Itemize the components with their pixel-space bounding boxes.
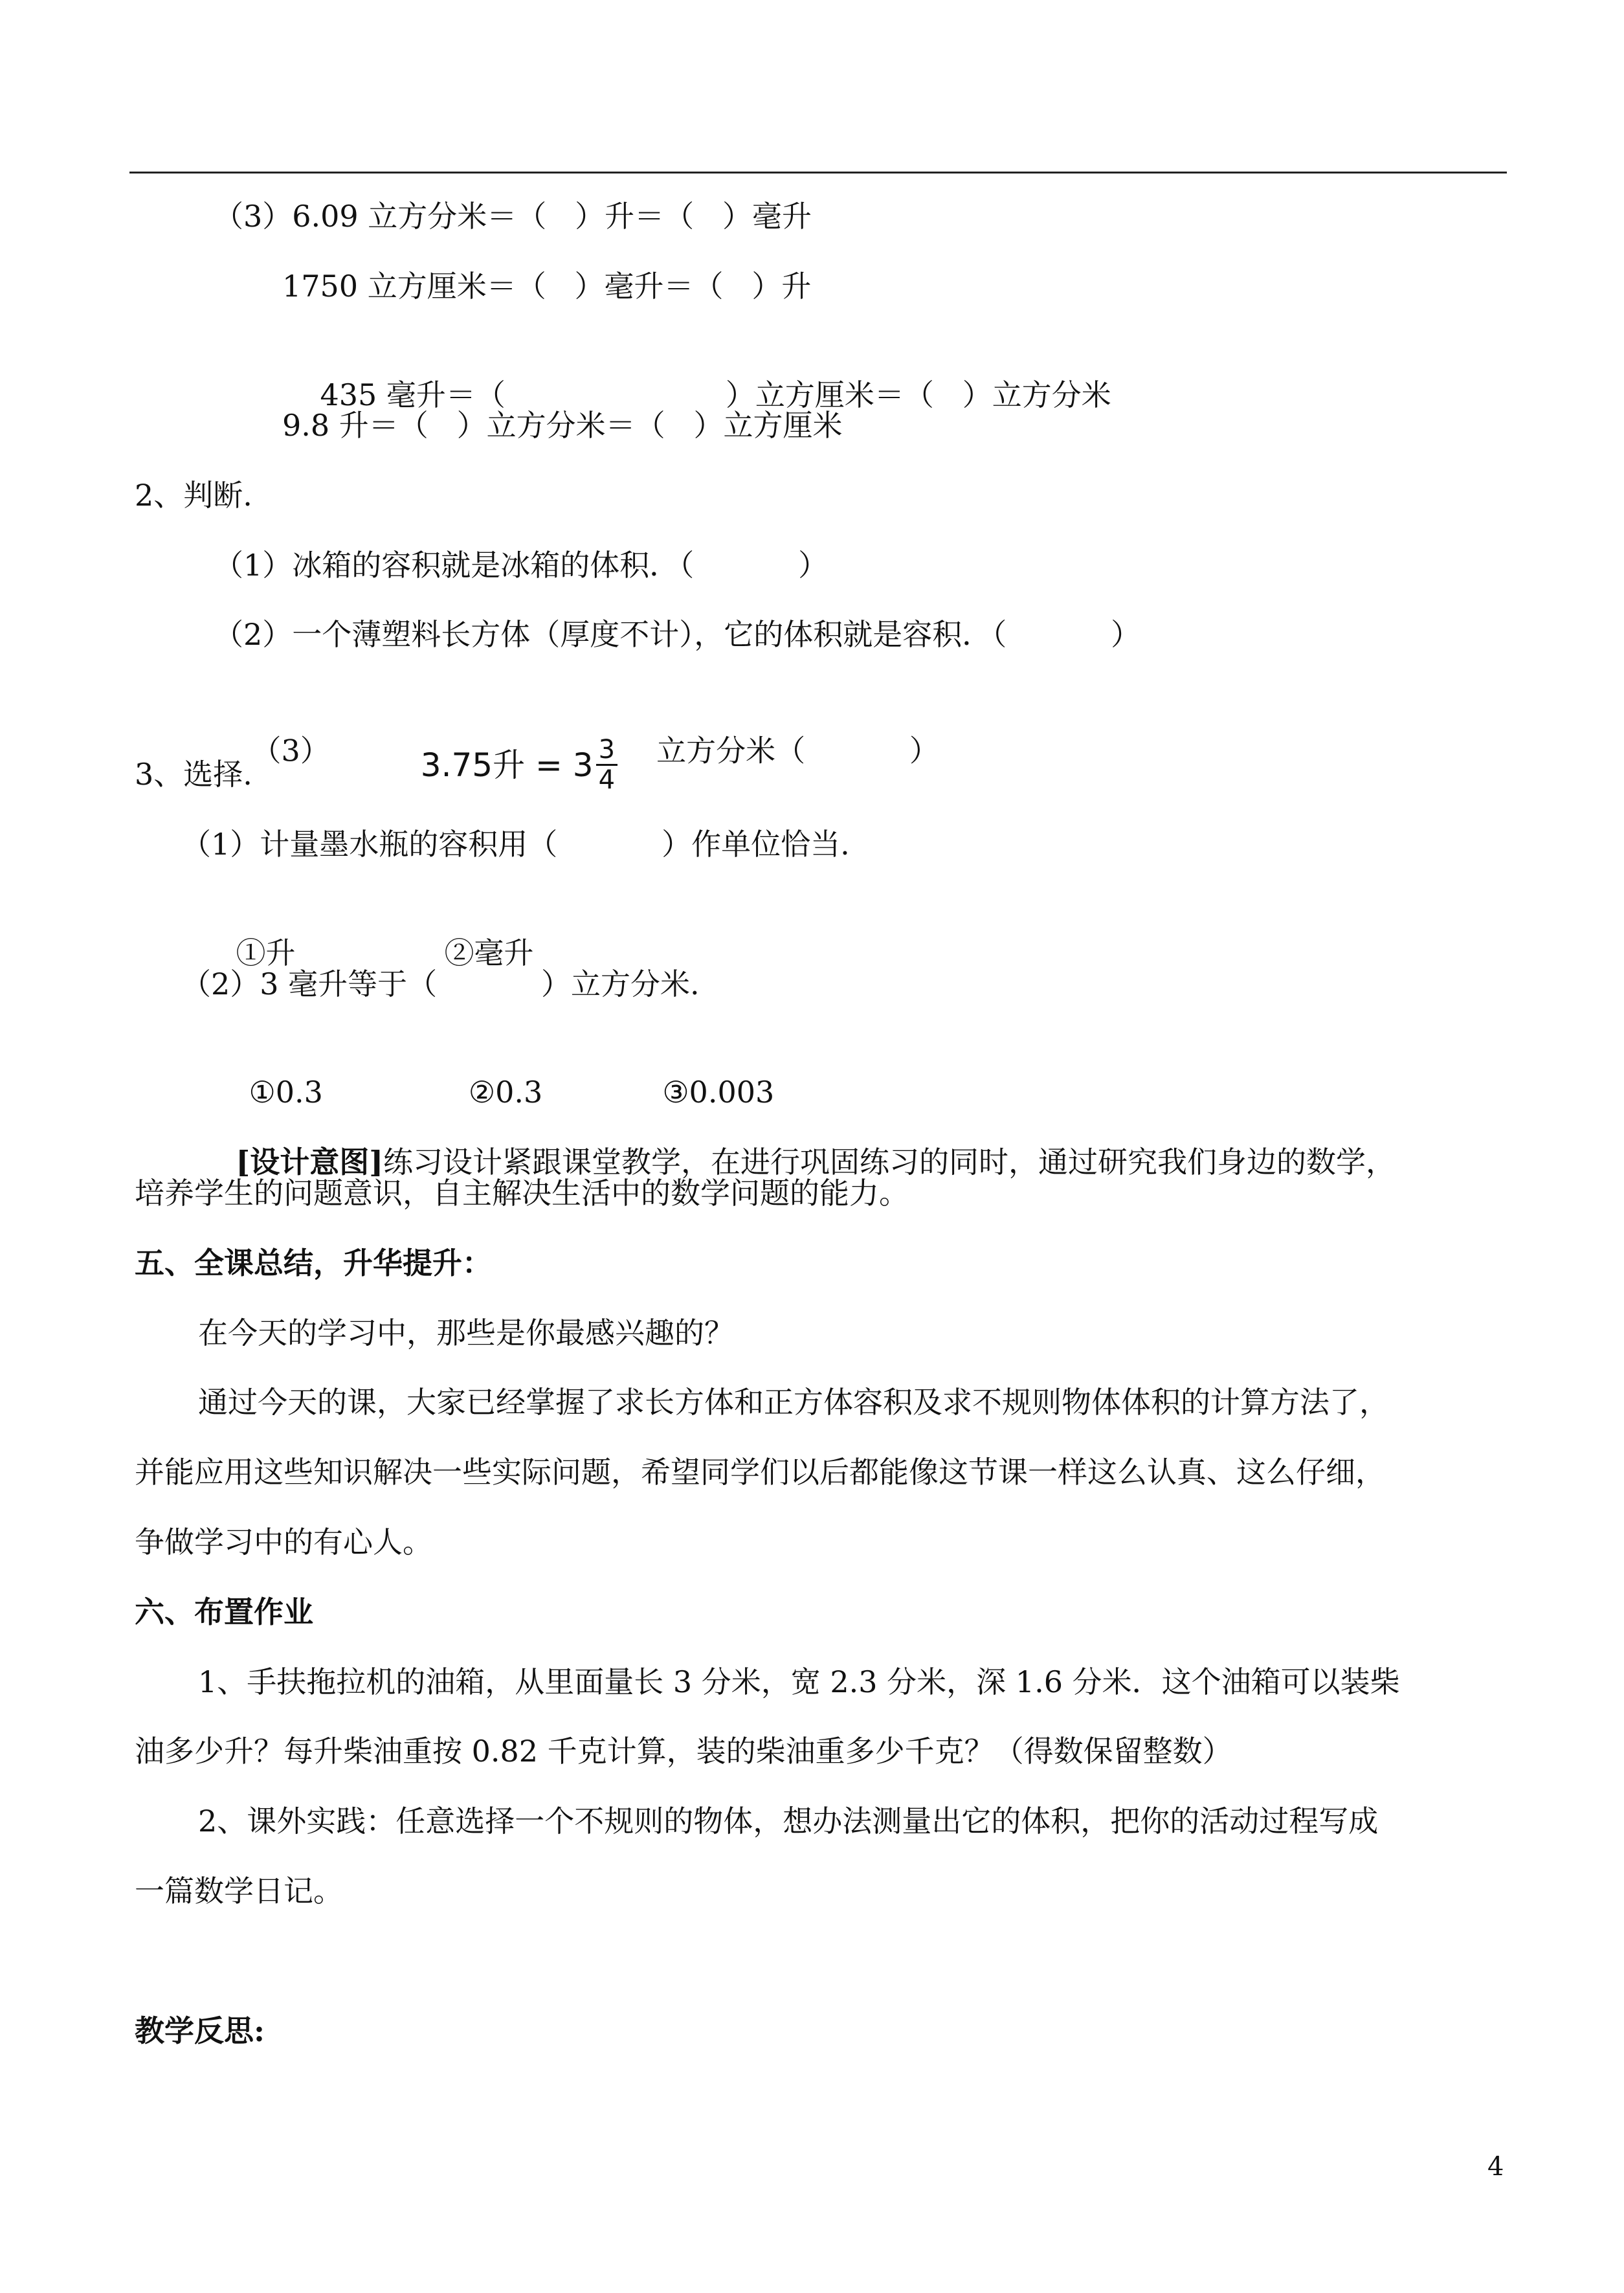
choice-title: 3、选择. <box>135 757 252 792</box>
choice-1-option-2: ②毫升 <box>444 935 534 970</box>
page-number: 4 <box>1487 2152 1504 2182</box>
section-6-heading: 六、布置作业 <box>135 1594 313 1629</box>
fill-line-2: 1750 立方厘米＝（ ）毫升＝（ ）升 <box>282 269 812 304</box>
summary-paragraph-2-line-3: 争做学习中的有心人。 <box>135 1525 432 1560</box>
design-intent-text: 练习设计紧跟课堂教学，在进行巩固练习的同时，通过研究我们身边的数学， <box>383 1145 1396 1180</box>
fill-line-4: 9.8 升＝（ ）立方分米＝（ ）立方厘米 <box>282 408 843 443</box>
summary-paragraph-1: 在今天的学习中，那些是你最感兴趣的？ <box>198 1315 734 1350</box>
judge-item-3-label: （3） <box>251 733 330 768</box>
equation-image <box>421 735 617 794</box>
judge-item-2: （2）一个薄塑料长方体（厚度不计），它的体积就是容积．（ ） <box>214 617 1141 652</box>
fraction-numerator: 3 <box>596 735 617 766</box>
judge-item-3 <box>214 685 939 822</box>
summary-paragraph-2-line-2: 并能应用这些知识解决一些实际问题，希望同学们以后都能像这节课一样这么认真、这么仔细， <box>135 1455 1385 1490</box>
choice-1-option-1: ①升 <box>236 935 296 970</box>
design-intent-line-2: 培养学生的问题意识，自主解决生活中的数学问题的能力。 <box>135 1176 909 1211</box>
homework-2-line-1: 2、课外实践：任意选择一个不规则的物体，想办法测量出它的体积，把你的活动过程写成 <box>198 1804 1379 1839</box>
choice-2-option-2: ②0.3 <box>468 1075 543 1110</box>
equation-expr: 3.75升 = 3 <box>420 746 594 784</box>
choice-item-1: （1）计量墨水瓶的容积用（ ）作单位恰当. <box>181 827 850 862</box>
header-rule <box>129 172 1507 173</box>
judge-title: 2、判断. <box>135 478 252 513</box>
fraction-denominator: 4 <box>598 765 616 795</box>
choice-2-option-3: ③0.003 <box>662 1075 775 1110</box>
fill-line-3-part-a: 435 毫升＝（ <box>320 377 506 412</box>
summary-paragraph-2-line-1: 通过今天的课，大家已经掌握了求长方体和正方体容积及求不规则物体体积的计算方法了， <box>198 1385 1389 1420</box>
judge-item-3-tail: 立方分米（ ） <box>656 733 939 768</box>
homework-1-line-2: 油多少升？每升柴油重按 0.82 千克计算，装的柴油重多少千克？（得数保留整数） <box>135 1734 1232 1769</box>
fraction <box>596 735 617 794</box>
fill-line-3-part-b: ）立方厘米＝（ ）立方分米 <box>725 377 1111 412</box>
fill-line-1: （3）6.09 立方分米＝（ ）升＝（ ）毫升 <box>214 199 812 234</box>
judge-item-1: （1）冰箱的容积就是冰箱的体积．（ ） <box>214 548 829 583</box>
homework-1-line-1: 1、手扶拖拉机的油箱，从里面量长 3 分米，宽 2.3 分米，深 1.6 分米．这个油箱可以装柴 <box>198 1664 1400 1699</box>
section-5-heading: 五、全课总结，升华提升： <box>135 1246 492 1281</box>
choice-2-option-1: ①0.3 <box>249 1075 323 1110</box>
design-intent-label: [设计意图] <box>236 1145 384 1180</box>
choice-item-2: （2）3 毫升等于（ ）立方分米. <box>181 967 700 1001</box>
reflection-heading: 教学反思: <box>135 2013 265 2048</box>
homework-2-line-2: 一篇数学日记。 <box>135 1874 343 1908</box>
